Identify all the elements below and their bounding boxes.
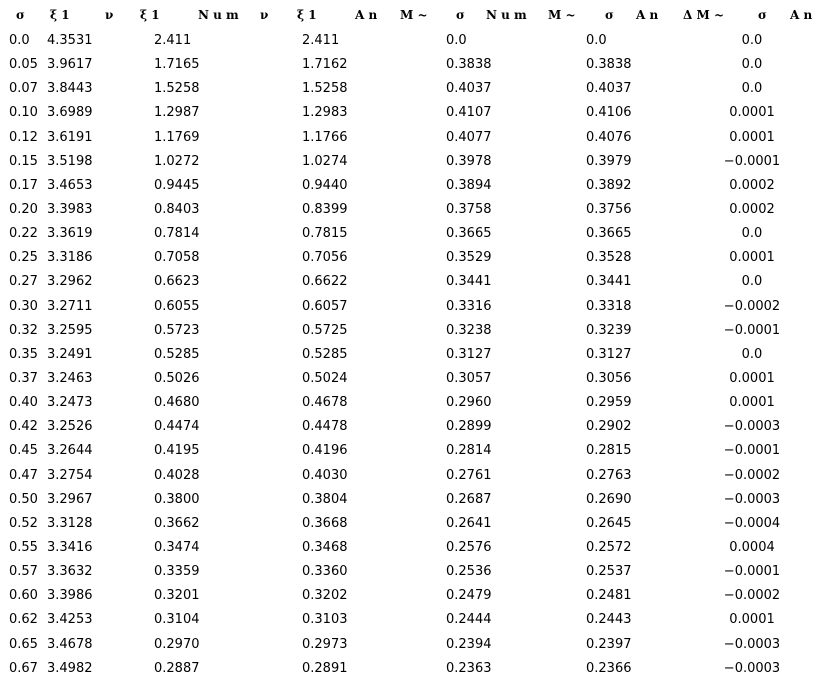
data-table [0,31,834,683]
table-row [0,586,834,610]
table-row [0,272,834,296]
nu-xi1-num-cell: 0.6623 [154,274,200,290]
table-row [0,200,834,224]
xi1-cell: 3.4678 [47,636,93,652]
m-sigma-num-cell: 0.3894 [446,177,492,193]
xi1-cell: 3.3986 [47,588,93,604]
table-header [0,0,834,32]
table-row [0,610,834,634]
header-label: M ~ [400,8,428,22]
delta-m-cell: 0.0001 [729,105,775,121]
nu-xi1-an-cell: 0.3103 [302,612,348,628]
m-sigma-an-cell: 0.3127 [586,346,632,362]
xi1-cell: 3.2754 [47,467,93,483]
delta-m-cell: 0.0002 [729,177,775,193]
delta-m-cell: −0.0003 [723,491,781,507]
nu-xi1-num-cell: 0.9445 [154,177,200,193]
table-row [0,152,834,176]
table-row [0,417,834,441]
m-sigma-an-cell: 0.2481 [586,588,632,604]
m-sigma-num-cell: 0.2687 [446,491,492,507]
nu-xi1-num-cell: 0.6055 [154,298,200,314]
nu-xi1-an-cell: 0.3804 [302,491,348,507]
m-sigma-num-cell: 0.4037 [446,81,492,97]
nu-xi1-num-cell: 0.4680 [154,395,200,411]
sigma-cell: 0.22 [9,226,38,242]
nu-xi1-num-cell: 0.4028 [154,467,200,483]
table-row [0,128,834,152]
nu-xi1-num-cell: 1.0272 [154,153,200,169]
header-label: Δ M ~ [683,8,725,22]
delta-m-cell: −0.0002 [723,298,781,314]
xi1-cell: 3.2644 [47,443,93,459]
table-row [0,490,834,514]
xi1-cell: 3.2463 [47,370,93,386]
m-sigma-an-cell: 0.2366 [586,660,632,676]
nu-xi1-an-cell: 0.5285 [302,346,348,362]
nu-xi1-an-cell: 1.0274 [302,153,348,169]
m-sigma-an-cell: 0.2763 [586,467,632,483]
header-label: ξ 1 [297,8,317,22]
sigma-cell: 0.0 [9,33,30,48]
table-row [0,55,834,79]
nu-xi1-num-cell: 0.5723 [154,322,200,338]
nu-xi1-an-cell: 1.2983 [302,105,348,121]
sigma-cell: 0.10 [9,105,38,121]
xi1-cell: 4.3531 [47,33,93,48]
nu-xi1-an-cell: 0.4030 [302,467,348,483]
header-label: A n [636,8,659,22]
sigma-cell: 0.52 [9,515,38,531]
nu-xi1-an-cell: 0.3360 [302,564,348,580]
sigma-cell: 0.45 [9,443,38,459]
header-label: M ~ [548,8,576,22]
delta-m-cell: 0.0 [741,274,763,290]
m-sigma-an-cell: 0.4106 [586,105,632,121]
sigma-cell: 0.47 [9,467,38,483]
m-sigma-num-cell: 0.3838 [446,57,492,73]
delta-m-cell: −0.0003 [723,419,781,435]
sigma-cell: 0.62 [9,612,38,628]
m-sigma-an-cell: 0.3756 [586,201,632,217]
delta-m-cell: −0.0003 [723,660,781,676]
sigma-cell: 0.15 [9,153,38,169]
m-sigma-num-cell: 0.2536 [446,564,492,580]
delta-m-cell: −0.0002 [723,467,781,483]
delta-m-cell: 0.0004 [729,539,775,555]
sigma-cell: 0.67 [9,660,38,676]
xi1-cell: 3.5198 [47,153,93,169]
sigma-cell: 0.60 [9,588,38,604]
header-label: σ [758,8,767,22]
m-sigma-an-cell: 0.2443 [586,612,632,628]
nu-xi1-num-cell: 0.3800 [154,491,200,507]
header-label: σ [605,8,614,22]
m-sigma-num-cell: 0.2814 [446,443,492,459]
m-sigma-num-cell: 0.2641 [446,515,492,531]
nu-xi1-an-cell: 0.7815 [302,226,348,242]
table-row [0,466,834,490]
nu-xi1-an-cell: 0.7056 [302,250,348,266]
m-sigma-an-cell: 0.3056 [586,370,632,386]
nu-xi1-num-cell: 1.5258 [154,81,200,97]
xi1-cell: 3.4982 [47,660,93,676]
sigma-cell: 0.05 [9,57,38,73]
delta-m-cell: 0.0 [741,346,763,362]
m-sigma-num-cell: 0.4107 [446,105,492,121]
nu-xi1-num-cell: 1.1769 [154,129,200,145]
table-row [0,321,834,345]
table-row [0,103,834,127]
table-row [0,441,834,465]
nu-xi1-num-cell: 0.2970 [154,636,200,652]
table-row [0,345,834,369]
header-label: N u m [198,8,239,22]
sigma-cell: 0.30 [9,298,38,314]
xi1-cell: 3.2526 [47,419,93,435]
sigma-cell: 0.32 [9,322,38,338]
m-sigma-num-cell: 0.2394 [446,636,492,652]
delta-m-cell: 0.0001 [729,395,775,411]
m-sigma-num-cell: 0.3316 [446,298,492,314]
xi1-cell: 3.8443 [47,81,93,97]
delta-m-cell: −0.0001 [723,322,781,338]
nu-xi1-an-cell: 0.4678 [302,395,348,411]
m-sigma-num-cell: 0.2761 [446,467,492,483]
table-row [0,635,834,659]
sigma-cell: 0.12 [9,129,38,145]
m-sigma-num-cell: 0.3127 [446,346,492,362]
sigma-cell: 0.07 [9,81,38,97]
nu-xi1-an-cell: 0.8399 [302,201,348,217]
m-sigma-num-cell: 0.3238 [446,322,492,338]
xi1-cell: 3.4253 [47,612,93,628]
nu-xi1-an-cell: 1.7162 [302,57,348,73]
delta-m-cell: −0.0004 [723,515,781,531]
xi1-cell: 3.3128 [47,515,93,531]
header-label: σ [456,8,465,22]
m-sigma-an-cell: 0.3239 [586,322,632,338]
xi1-cell: 3.3186 [47,250,93,266]
sigma-cell: 0.42 [9,419,38,435]
xi1-cell: 3.2962 [47,274,93,290]
m-sigma-an-cell: 0.3441 [586,274,632,290]
xi1-cell: 3.9617 [47,57,93,73]
nu-xi1-an-cell: 1.5258 [302,81,348,97]
m-sigma-num-cell: 0.4077 [446,129,492,145]
m-sigma-an-cell: 0.4076 [586,129,632,145]
delta-m-cell: 0.0001 [729,612,775,628]
nu-xi1-an-cell: 0.3468 [302,539,348,555]
nu-xi1-num-cell: 0.5026 [154,370,200,386]
xi1-cell: 3.3632 [47,564,93,580]
delta-m-cell: 0.0001 [729,370,775,386]
sigma-cell: 0.40 [9,395,38,411]
nu-xi1-num-cell: 0.3359 [154,564,200,580]
m-sigma-an-cell: 0.2572 [586,539,632,555]
header-label: A n [790,8,813,22]
table-row [0,393,834,417]
nu-xi1-num-cell: 0.2887 [154,660,200,676]
xi1-cell: 3.3416 [47,539,93,555]
nu-xi1-num-cell: 0.8403 [154,201,200,217]
table-row [0,176,834,200]
delta-m-cell: −0.0001 [723,443,781,459]
header-label: ξ 1 [50,8,70,22]
m-sigma-num-cell: 0.0 [446,33,467,48]
m-sigma-num-cell: 0.3529 [446,250,492,266]
delta-m-cell: −0.0003 [723,636,781,652]
table-row [0,659,834,683]
sigma-cell: 0.25 [9,250,38,266]
xi1-cell: 3.3619 [47,226,93,242]
m-sigma-an-cell: 0.2959 [586,395,632,411]
m-sigma-an-cell: 0.2645 [586,515,632,531]
sigma-cell: 0.20 [9,201,38,217]
nu-xi1-an-cell: 0.4478 [302,419,348,435]
sigma-cell: 0.55 [9,539,38,555]
m-sigma-num-cell: 0.2479 [446,588,492,604]
table-row [0,369,834,393]
m-sigma-num-cell: 0.2960 [446,395,492,411]
xi1-cell: 3.2711 [47,298,93,314]
delta-m-cell: 0.0001 [729,129,775,145]
delta-m-cell: 0.0 [741,81,763,97]
nu-xi1-num-cell: 1.2987 [154,105,200,121]
nu-xi1-an-cell: 0.9440 [302,177,348,193]
sigma-cell: 0.17 [9,177,38,193]
m-sigma-an-cell: 0.2902 [586,419,632,435]
header-label: σ [16,8,25,22]
m-sigma-num-cell: 0.2576 [446,539,492,555]
m-sigma-num-cell: 0.3441 [446,274,492,290]
nu-xi1-num-cell: 0.4195 [154,443,200,459]
nu-xi1-an-cell: 0.5024 [302,370,348,386]
m-sigma-an-cell: 0.2397 [586,636,632,652]
xi1-cell: 3.6191 [47,129,93,145]
nu-xi1-num-cell: 0.3104 [154,612,200,628]
nu-xi1-num-cell: 0.4474 [154,419,200,435]
table-row [0,562,834,586]
nu-xi1-an-cell: 2.411 [302,33,340,48]
m-sigma-an-cell: 0.2537 [586,564,632,580]
m-sigma-an-cell: 0.0 [586,33,607,48]
nu-xi1-num-cell: 0.3662 [154,515,200,531]
delta-m-cell: −0.0002 [723,588,781,604]
sigma-cell: 0.37 [9,370,38,386]
header-label: A n [355,8,378,22]
m-sigma-an-cell: 0.3665 [586,226,632,242]
nu-xi1-num-cell: 0.7814 [154,226,200,242]
header-label: ν [260,8,269,22]
m-sigma-an-cell: 0.3979 [586,153,632,169]
m-sigma-an-cell: 0.3528 [586,250,632,266]
m-sigma-num-cell: 0.3665 [446,226,492,242]
delta-m-cell: 0.0 [741,226,763,242]
m-sigma-an-cell: 0.4037 [586,81,632,97]
sigma-cell: 0.35 [9,346,38,362]
nu-xi1-an-cell: 0.6057 [302,298,348,314]
m-sigma-num-cell: 0.2444 [446,612,492,628]
nu-xi1-num-cell: 1.7165 [154,57,200,73]
nu-xi1-an-cell: 1.1766 [302,129,348,145]
header-label: ξ 1 [140,8,160,22]
sigma-cell: 0.57 [9,564,38,580]
nu-xi1-an-cell: 0.5725 [302,322,348,338]
xi1-cell: 3.4653 [47,177,93,193]
delta-m-cell: 0.0001 [729,250,775,266]
header-label: N u m [486,8,527,22]
nu-xi1-num-cell: 0.7058 [154,250,200,266]
m-sigma-num-cell: 0.2899 [446,419,492,435]
delta-m-cell: −0.0001 [723,153,781,169]
xi1-cell: 3.6989 [47,105,93,121]
sigma-cell: 0.50 [9,491,38,507]
table-row [0,297,834,321]
m-sigma-num-cell: 0.3758 [446,201,492,217]
m-sigma-an-cell: 0.3318 [586,298,632,314]
header-label: ν [105,8,114,22]
delta-m-cell: 0.0 [741,33,763,48]
m-sigma-an-cell: 0.2815 [586,443,632,459]
nu-xi1-num-cell: 0.3474 [154,539,200,555]
m-sigma-num-cell: 0.2363 [446,660,492,676]
table-row [0,79,834,103]
table-row [0,248,834,272]
xi1-cell: 3.3983 [47,201,93,217]
nu-xi1-an-cell: 0.4196 [302,443,348,459]
nu-xi1-an-cell: 0.6622 [302,274,348,290]
table-row [0,514,834,538]
delta-m-cell: −0.0001 [723,564,781,580]
m-sigma-an-cell: 0.3892 [586,177,632,193]
nu-xi1-an-cell: 0.3668 [302,515,348,531]
xi1-cell: 3.2595 [47,322,93,338]
delta-m-cell: 0.0 [741,57,763,73]
xi1-cell: 3.2491 [47,346,93,362]
nu-xi1-num-cell: 2.411 [154,33,192,48]
nu-xi1-num-cell: 0.5285 [154,346,200,362]
sigma-cell: 0.65 [9,636,38,652]
delta-m-cell: 0.0002 [729,201,775,217]
nu-xi1-an-cell: 0.2891 [302,660,348,676]
nu-xi1-an-cell: 0.3202 [302,588,348,604]
table-row [0,224,834,248]
m-sigma-an-cell: 0.2690 [586,491,632,507]
nu-xi1-an-cell: 0.2973 [302,636,348,652]
m-sigma-num-cell: 0.3057 [446,370,492,386]
nu-xi1-num-cell: 0.3201 [154,588,200,604]
sigma-cell: 0.27 [9,274,38,290]
xi1-cell: 3.2473 [47,395,93,411]
m-sigma-num-cell: 0.3978 [446,153,492,169]
table-row [0,538,834,562]
table-row [0,31,834,55]
xi1-cell: 3.2967 [47,491,93,507]
m-sigma-an-cell: 0.3838 [586,57,632,73]
